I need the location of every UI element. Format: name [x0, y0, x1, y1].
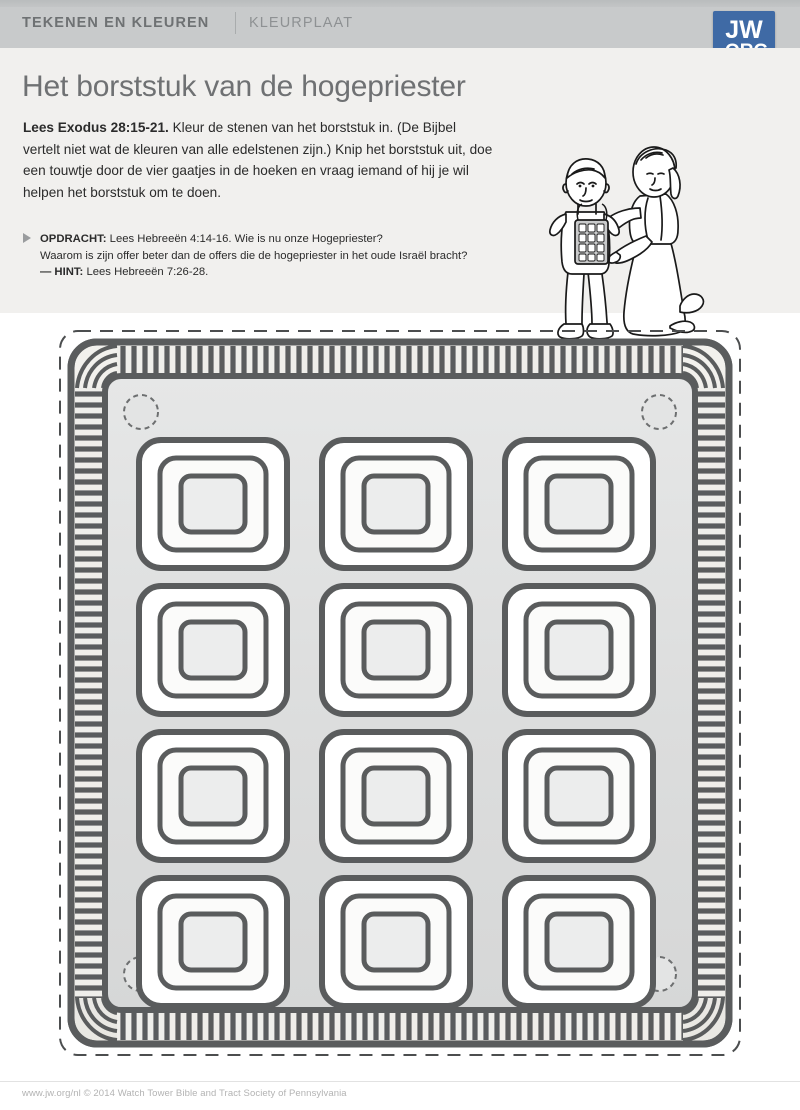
- footer-divider: [0, 1081, 800, 1082]
- header-kicker: TEKENEN EN KLEUREN: [22, 15, 210, 31]
- gemstone[interactable]: [139, 878, 287, 1006]
- gemstone[interactable]: [322, 732, 470, 860]
- gemstone[interactable]: [139, 732, 287, 860]
- breastpiece-graphic: [57, 328, 743, 1058]
- gemstone[interactable]: [505, 440, 653, 568]
- task-question-1: Lees Hebreeën 4:14-16. Wie is nu onze Hogepriester?: [106, 233, 383, 245]
- gemstone[interactable]: [322, 586, 470, 714]
- gemstone[interactable]: [139, 586, 287, 714]
- hint-reference: Lees Hebreeën 7:26-28.: [83, 266, 209, 278]
- intro-body-text: Kleur de stenen van het borststuk in. (De Bijbel vertelt niet wat de kleuren van alle edelstenen zijn.) Knip het borststuk uit, doe een touwtje door de vier gaatjes in de hoeken en vraag iemand of hij je wil helpen het borststuk om te doen.: [23, 120, 493, 200]
- intro-scripture-ref: Lees Exodus 28:15-21.: [23, 120, 169, 135]
- gemstone[interactable]: [322, 878, 470, 1006]
- task-row-3: [40, 264, 523, 281]
- cord-hole-top-right: [642, 395, 676, 429]
- triangle-bullet-icon: [23, 233, 31, 243]
- logo-text-jw: JW: [725, 16, 763, 44]
- gemstone[interactable]: [322, 440, 470, 568]
- footer-copyright: www.jw.org/nl © 2014 Watch Tower Bible and Tract Society of Pennsylvania: [22, 1088, 347, 1099]
- gemstone[interactable]: [139, 440, 287, 568]
- header-top-strip: [0, 0, 800, 7]
- task-block: [23, 231, 523, 281]
- intro-section: [0, 48, 800, 313]
- header-separator: [235, 12, 236, 34]
- gemstone[interactable]: [505, 878, 653, 1006]
- hint-label: — HINT:: [40, 266, 84, 278]
- task-text: [40, 231, 523, 281]
- task-label: OPDRACHT:: [40, 233, 107, 245]
- task-row-2: Waarom is zijn offer beter dan de offers die de hogepriester in het oude Israël bracht?: [40, 249, 468, 262]
- cord-hole-top-left: [124, 395, 158, 429]
- header-kicker-sub: KLEURPLAAT: [249, 15, 354, 31]
- breastpiece-svg: [57, 328, 743, 1058]
- intro-paragraph: [23, 117, 493, 203]
- gemstone[interactable]: [505, 732, 653, 860]
- page-title: Het borststuk van de hogepriester: [22, 70, 466, 103]
- task-row-1: [40, 231, 523, 248]
- gemstone[interactable]: [505, 586, 653, 714]
